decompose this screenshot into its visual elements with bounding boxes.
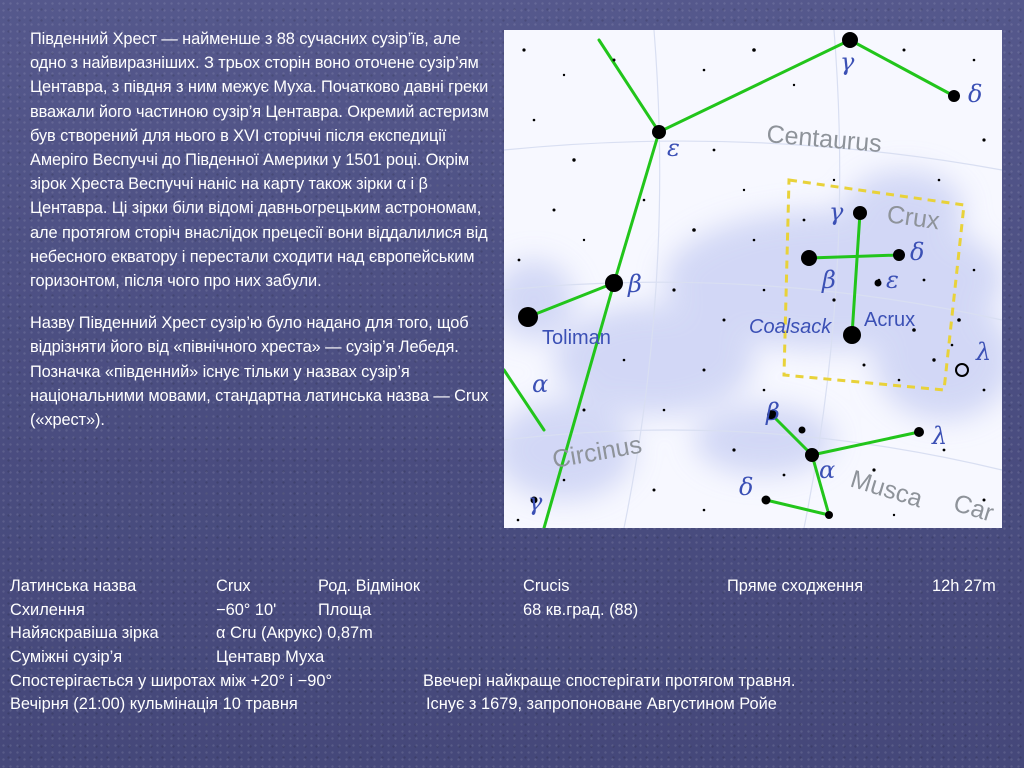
right-ascension-label: Пряме сходження [727,577,864,595]
facts-row-3 [10,622,1020,646]
facts-row-1 [10,575,1020,599]
label-acrux: Acrux [864,309,916,331]
label-cru-beta: β [822,266,836,294]
label-toliman: Toliman [542,327,611,349]
label-cen-delta: δ [968,80,983,108]
brightest-star-label: Найяскравіша зірка [10,624,159,643]
star-alpha-cen [518,307,538,327]
label-mus-beta: β [766,398,780,426]
label-crux: Crux [885,200,942,236]
star-delta-mus [762,496,771,505]
culmination: Вечірня (21:00) кульмінація 10 травня [10,695,298,714]
label-cen-alpha: α [532,370,549,398]
star-gamma-cru [853,206,867,220]
label-mus-lambda: λ [932,422,948,450]
label-cru-delta: δ [910,238,925,266]
star-acrux [843,326,861,344]
declination-label: Схилення [10,600,85,619]
facts-table [10,575,1020,717]
label-cen-epsilon: ε [667,134,680,162]
star-lambda-mus [914,427,924,437]
star-chart [504,30,1002,528]
label-cru-gamma: γ [829,198,844,226]
facts-row-6 [10,693,1020,717]
best-viewing: Ввечері найкраще спостерігати протягом травня. [423,671,796,690]
label-mus-alpha: α [819,456,836,484]
constellation-map [504,30,1002,528]
area-value: 68 кв.град. (88) [523,600,639,619]
facts-row-4 [10,646,1020,670]
visibility-latitudes: Спостерігається у широтах між +20° і −90° [10,671,332,690]
label-mus-delta: δ [739,473,754,501]
star-beta-cru [801,250,817,266]
label-cru-epsilon: ε [886,266,899,294]
brightest-star-value: α Cru (Акрукс) 0,87m [216,624,373,643]
star-alpha-mus [805,448,819,462]
star-epsilon-cen [652,125,666,139]
facts-row-5 [10,670,1020,694]
star-delta-cru [893,249,905,261]
area-label: Площа [318,600,372,619]
genitive-label: Род. Відмінок [318,577,421,595]
description-text [30,27,492,450]
star-delta-cen [948,90,960,102]
label-musca: Musca [847,464,926,514]
label-cen-gamma: γ [840,48,855,76]
star-gamma-mus [825,511,833,519]
label-cir-gamma: γ [528,488,543,516]
star-beta-cen [605,274,623,292]
declination-value: −60° 10' [216,600,277,619]
adjacent-label: Суміжні сузір’я [10,648,123,667]
genitive-value: Crucis [523,577,570,595]
origin: Існує з 1679, запропоноване Августином Ройе [426,695,777,714]
description-paragraph-2: Назву Південний Хрест сузір’ю було надано для того, щоб відрізняти його від «північного хреста» — сузір’я Лебедя. Позначка «південний» існує тільки у назвах сузір’я національними мовами, стандартна латинська назва — Crux («хрест»). [30,314,489,430]
right-ascension-value: 12h 27m [932,577,996,595]
star-gamma-cen [842,32,858,48]
label-cen-beta: β [628,270,642,298]
latin-name-label: Латинська назва [10,577,137,595]
label-coalsack: Coalsack [749,316,832,338]
star-epsilon-cru [875,280,882,287]
label-circinus: Circinus [550,430,644,474]
adjacent-value: Центавр Муха [216,648,325,667]
label-lambda-cen: λ [976,338,992,366]
label-car: Car [950,488,997,528]
star-extra [799,427,806,434]
latin-name-value: Crux [216,577,251,595]
label-centaurus: Centaurus [765,120,883,159]
description-paragraph-1: Південний Хрест — найменше з 88 сучасних сузір’їв, але одно з найвиразніших. З трьох сторін воно оточене сузір’ям Центавра, з півдня з ним межує Муха. Початково давні греки вважали його частиною сузір’я Центавра. Окремий астеризм був створений для нього в XVI сторіччі після експедиції Амеріго Веспуччі до Південної Америки у 1501 році. Окрім зірок Хреста Веспуччі наніс на карту також зірки α і β Центавра. Ці зірки біли відомі давньогрецьким астрономам, але протягом сторіч внаслідок прецесії вони віддалилися від небесного екватору і перестали сходити над європейським горизонтом, після чого про них забули. [30,30,489,291]
facts-row-2 [10,599,1020,623]
